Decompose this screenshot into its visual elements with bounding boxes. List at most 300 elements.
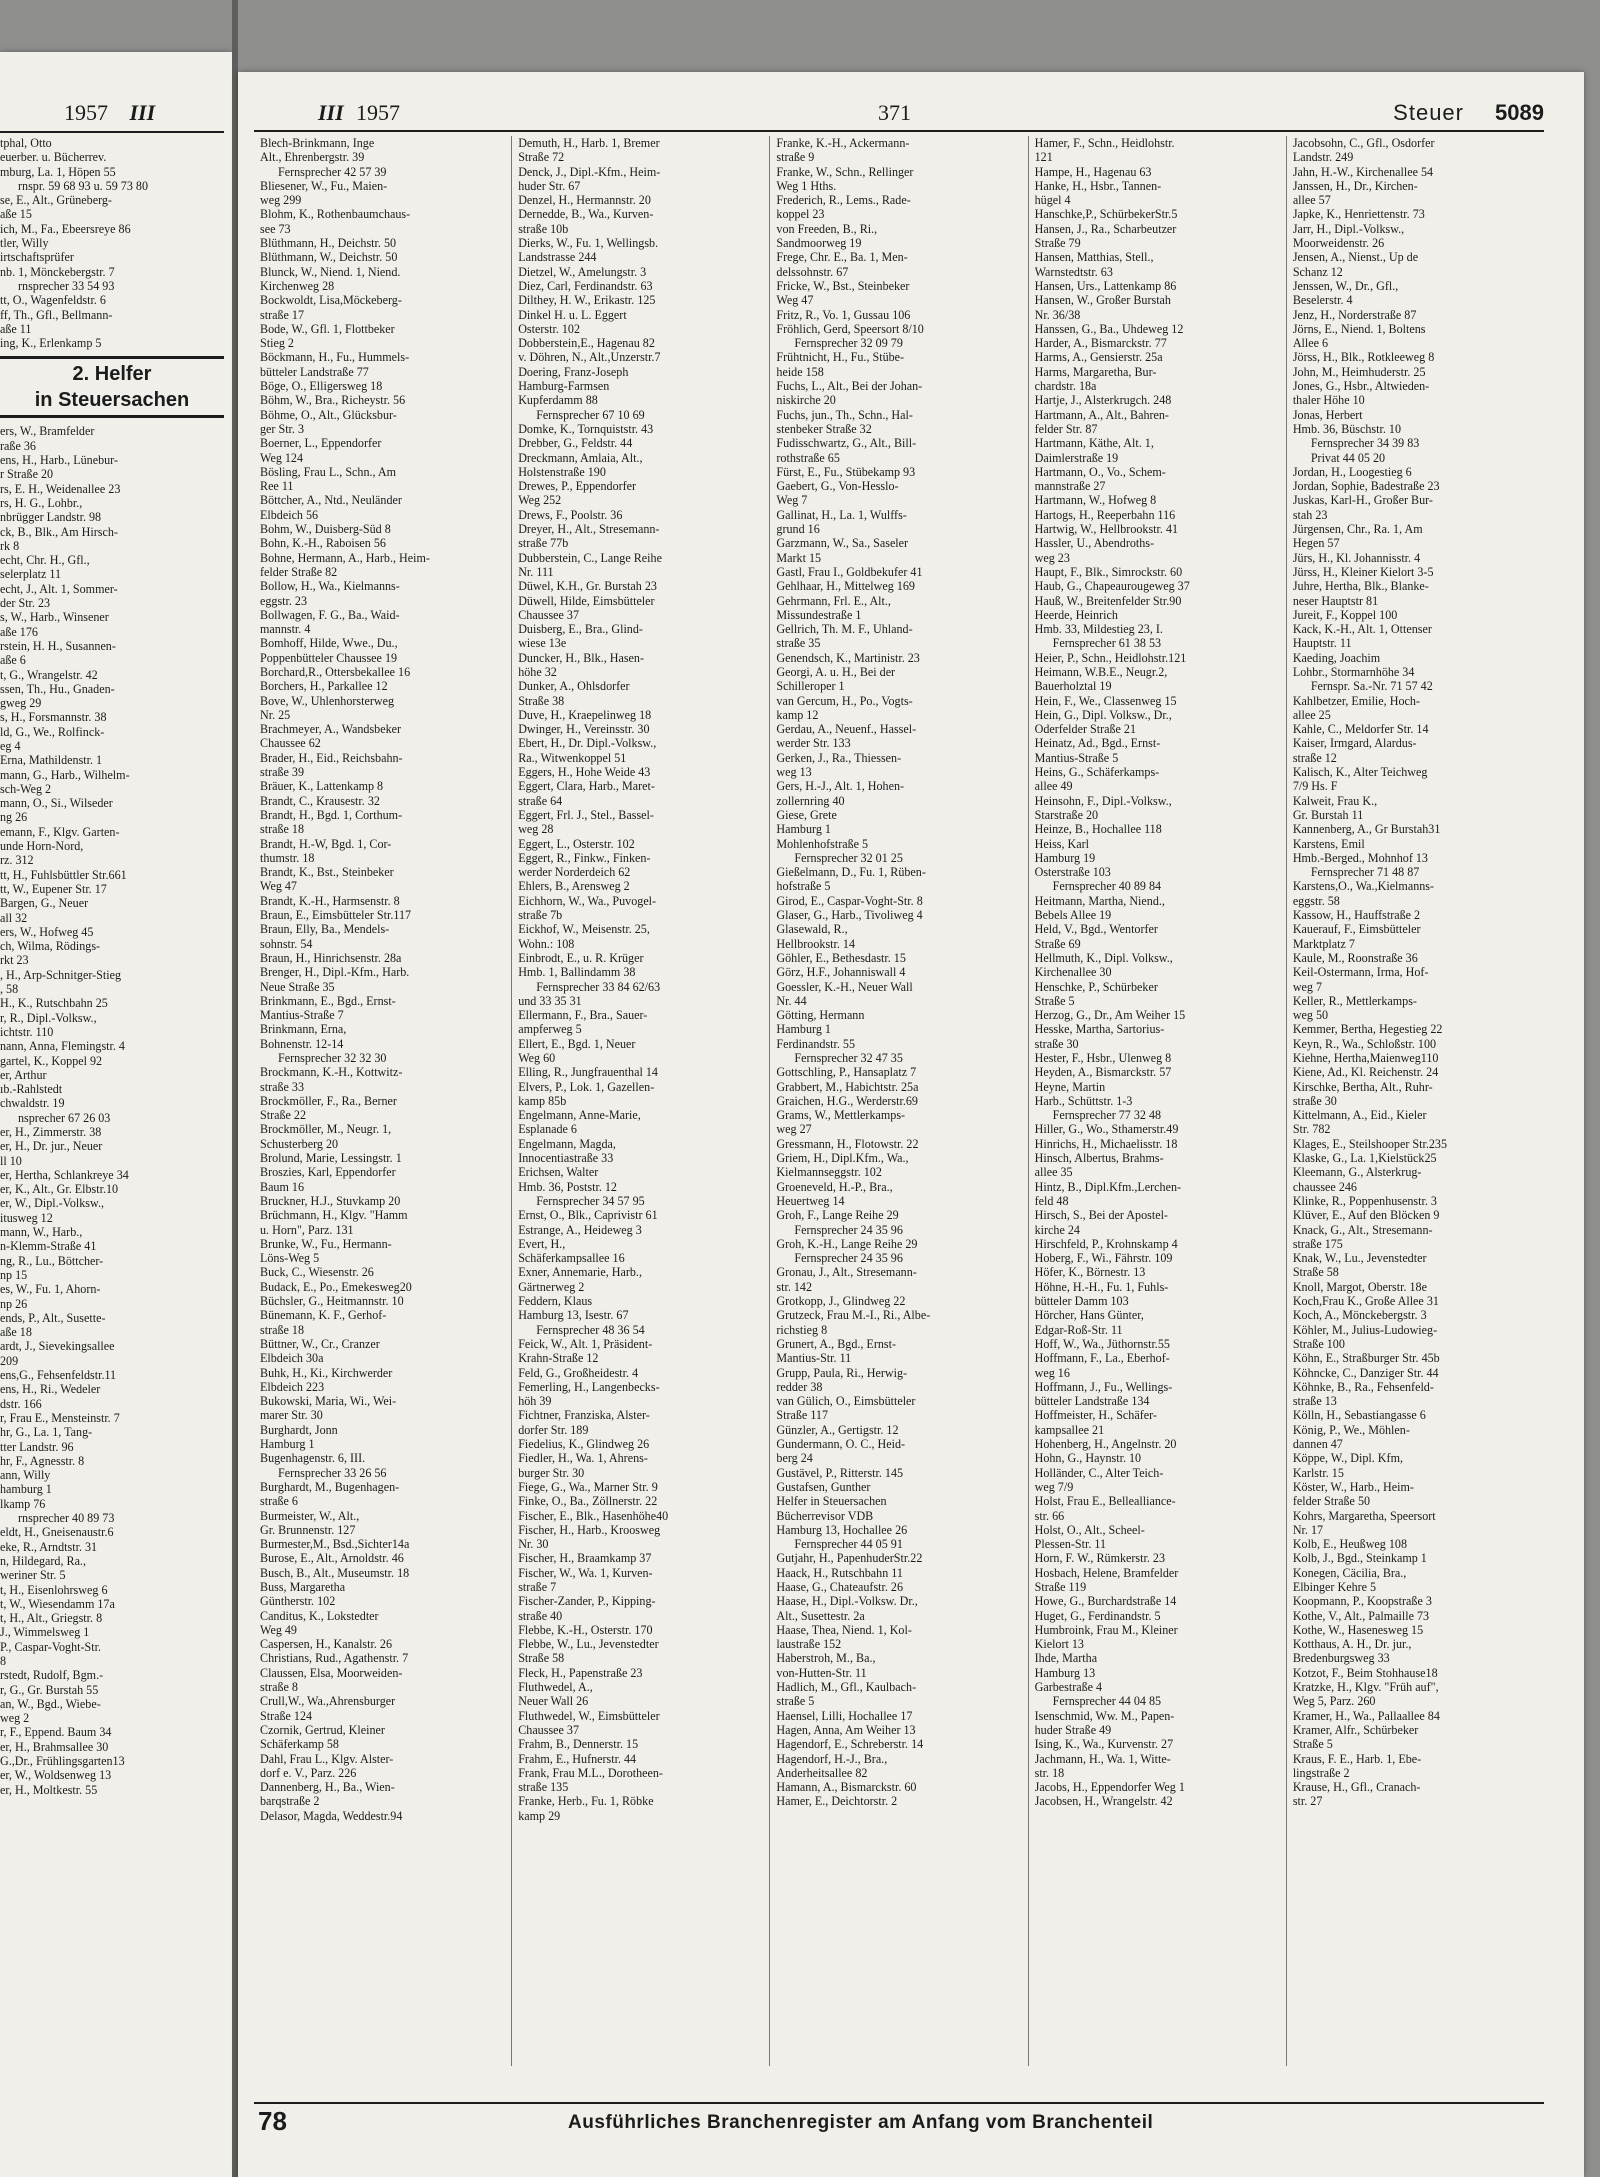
list-item: Jürs, H., Kl. Johannisstr. 4 xyxy=(1292,550,1421,565)
list-item: grund 16 xyxy=(776,522,820,537)
list-item: Bräuer, K., Lattenkamp 8 xyxy=(260,779,384,794)
list-item: Brolund, Marie, Lessingstr. 1 xyxy=(260,1151,402,1166)
list-item: Weg 60 xyxy=(518,1051,556,1065)
list-item: Bollow, H., Wa., Kielmanns- xyxy=(260,579,400,594)
list-item: wiese 13e xyxy=(518,636,567,651)
list-item: er, K., Alt., Gr. Elbstr.10 xyxy=(0,1182,119,1197)
list-item: Hein, F., We., Classenweg 15 xyxy=(1034,693,1177,708)
list-item: ampferweg 5 xyxy=(518,1022,582,1037)
list-item: Jachmann, H., Wa. 1, Witte- xyxy=(1034,1751,1171,1766)
list-item: felder Str. 87 xyxy=(1034,421,1098,436)
list-item: burger Str. 30 xyxy=(518,1465,585,1480)
list-item: Georgi, A. u. H., Bei der xyxy=(776,664,896,679)
list-item: Gaebert, G., Von-Hesslo- xyxy=(776,479,899,494)
list-item: straße 33 xyxy=(260,1079,304,1094)
list-item: Heitmann, Martha, Niend., xyxy=(1034,893,1165,908)
list-item: Keil-Ostermann, Irma, Hof- xyxy=(1292,965,1429,980)
list-item: Hiller, G., Wo., Sthamerstr.49 xyxy=(1034,1122,1179,1137)
list-item: Plessen-Str. 11 xyxy=(1034,1537,1107,1552)
list-item: Nr. 111 xyxy=(518,564,554,579)
list-item: Dinkel H. u. L. Eggert xyxy=(518,307,627,322)
list-item: Hegen 57 xyxy=(1292,536,1340,551)
list-item: straße 18 xyxy=(260,1322,304,1337)
list-item: Fernsprecher 44 05 91 xyxy=(794,1537,903,1552)
list-item: Straße 58 xyxy=(1292,1265,1339,1280)
list-item: allee 49 xyxy=(1034,779,1073,794)
list-item: allee 57 xyxy=(1292,193,1331,208)
list-item: von Freeden, B., Ri., xyxy=(776,221,878,236)
list-item: Hamburg 1 xyxy=(776,822,831,837)
list-item: kamp 29 xyxy=(518,1808,561,1823)
list-item: Fluthwedel, A., xyxy=(518,1680,593,1695)
list-item: thumstr. 18 xyxy=(260,850,315,865)
list-item: Karstens, Emil xyxy=(1292,836,1365,851)
list-item: hofstraße 5 xyxy=(776,879,831,894)
list-item: niskirche 20 xyxy=(776,393,836,408)
list-item: rk 8 xyxy=(0,538,20,553)
left-column xyxy=(0,136,224,1797)
list-item: straße 6 xyxy=(260,1494,298,1509)
list-item: Heyne, Martin xyxy=(1034,1079,1106,1094)
list-item: Feld, G., Großheidestr. 4 xyxy=(518,1365,639,1380)
list-item: , H., Arp-Schnitger-Stieg xyxy=(0,967,122,982)
list-item: Brüchmann, H., Klgv. "Hamm xyxy=(260,1208,408,1223)
list-item: Burmester,M., Bsd.,Sichter14a xyxy=(260,1537,410,1552)
list-item: Fiedelius, K., Glindweg 26 xyxy=(518,1437,650,1452)
list-item: Dreyer, H., Alt., Stresemann- xyxy=(518,522,660,537)
list-item: Hagendorf, H.-J., Bra., xyxy=(776,1751,888,1766)
list-item: Haberstroh, M., Ba., xyxy=(776,1651,876,1666)
list-item: Exner, Annemarie, Harb., xyxy=(518,1265,642,1280)
list-item: rs, E. H., Weidenallee 23 xyxy=(0,481,121,496)
list-item: Bösling, Frau L., Schn., Am xyxy=(260,464,397,479)
list-item: Fröhlich, Gerd, Speersort 8/10 xyxy=(776,321,924,336)
list-item: Kothe, W., Hasenesweg 15 xyxy=(1292,1622,1424,1637)
list-item: dannen 47 xyxy=(1292,1437,1343,1452)
list-item: Fernsprecher 61 38 53 xyxy=(1052,636,1162,651)
list-item: Engelmann, Magda, xyxy=(518,1136,616,1151)
list-item: Dreckmann, Amlaia, Alt., xyxy=(518,450,643,465)
list-item: aße 176 xyxy=(0,624,38,639)
list-item: Kleemann, G., Alsterkrug- xyxy=(1292,1165,1422,1180)
list-item: Fernsprecher 32 47 35 xyxy=(794,1051,903,1065)
list-item: Jörns, E., Niend. 1, Boltens xyxy=(1292,321,1426,336)
list-item: Fernsprecher 32 32 30 xyxy=(278,1051,387,1065)
list-item: Blunck, W., Niend. 1, Niend. xyxy=(260,264,401,279)
list-item: marer Str. 30 xyxy=(260,1408,323,1423)
list-item: straße 8 xyxy=(260,1680,298,1695)
list-item: hügel 4 xyxy=(1034,193,1071,208)
list-item: Kohrs, Margaretha, Speersort xyxy=(1292,1508,1436,1523)
list-item: Kack, K.-H., Alt. 1, Ottenser xyxy=(1292,622,1432,637)
list-item: weg 50 xyxy=(1292,1008,1329,1023)
list-item: straße 10b xyxy=(518,221,569,236)
list-item: ld, G., We., Rolfinck- xyxy=(0,724,105,739)
list-item: Gustafsen, Gunther xyxy=(776,1479,871,1494)
right-header-rule xyxy=(254,130,1544,132)
list-item: Bohn, K.-H., Raboisen 56 xyxy=(260,536,386,551)
list-item: Elbdeich 223 xyxy=(260,1379,325,1394)
list-item: höh 39 xyxy=(518,1394,552,1409)
list-item: Kaiser, Irmgard, Alardus- xyxy=(1292,736,1417,751)
list-item: Poppenbütteler Chaussee 19 xyxy=(260,650,398,665)
list-item: ardt, J., Sievekingsallee xyxy=(0,1339,115,1354)
list-item: allee 35 xyxy=(1034,1165,1073,1180)
list-item: Hartogs, H., Reeperbahn 116 xyxy=(1034,507,1176,522)
list-item: Braun, Elly, Ba., Mendels- xyxy=(260,922,390,937)
list-item: rnsprecher 40 89 73 xyxy=(18,1511,115,1526)
list-item: Köhnke, B., Ra., Fehsenfeld- xyxy=(1292,1379,1434,1394)
list-item: Eggert, L., Osterstr. 102 xyxy=(518,836,635,851)
list-item: Haack, H., Rutschbahn 11 xyxy=(776,1565,903,1580)
list-item: Fernsprecher 40 89 84 xyxy=(1052,879,1162,894)
list-item: Grotkopp, J., Glindweg 22 xyxy=(776,1294,906,1309)
list-item: barqstraße 2 xyxy=(260,1794,320,1809)
list-item: sch-Weg 2 xyxy=(0,781,52,796)
list-item: ıb.-Rahlstedt xyxy=(0,1082,63,1097)
list-item: Eickhof, W., Meisenstr. 25, xyxy=(518,922,650,937)
list-item: Kassow, H., Hauffstraße 2 xyxy=(1292,908,1421,923)
list-item: Gressmann, H., Flotowstr. 22 xyxy=(776,1136,919,1151)
list-item: Markt 15 xyxy=(776,550,822,565)
list-item: Brinkmann, E., Bgd., Ernst- xyxy=(260,993,396,1008)
list-item: Sandmoorweg 19 xyxy=(776,236,862,251)
list-item: Brunke, W., Fu., Hermann- xyxy=(260,1236,392,1251)
list-item: Hmb. 36, Poststr. 12 xyxy=(518,1179,617,1194)
list-item: np 15 xyxy=(0,1267,28,1282)
list-item: , 58 xyxy=(0,982,19,997)
list-item: Straße 5 xyxy=(1034,993,1075,1008)
list-item: straße 40 xyxy=(518,1608,563,1623)
list-item: Burmeister, W., Alt., xyxy=(260,1508,360,1523)
list-item: tt, H., Fuhlsbüttler Str.661 xyxy=(0,867,127,882)
list-item: Weg 5, Parz. 260 xyxy=(1292,1694,1376,1709)
list-item: Hartmann, Käthe, Alt. 1, xyxy=(1034,436,1154,451)
list-item: von-Hutten-Str. 11 xyxy=(776,1665,867,1680)
list-item: Gießelmann, D., Fu. 1, Rüben- xyxy=(776,865,926,880)
list-item: redder 38 xyxy=(776,1379,823,1394)
list-item: Straße 69 xyxy=(1034,936,1081,951)
section-title-line2: in Steuersachen xyxy=(34,389,190,412)
list-item: Alt., Ehrenbergstr. 39 xyxy=(260,150,365,165)
list-item: Denck, J., Dipl.-Kfm., Heim- xyxy=(518,164,661,179)
list-item: Blüthmann, H., Deichstr. 50 xyxy=(260,236,397,251)
list-item: Helfer in Steuersachen xyxy=(776,1494,887,1509)
list-item: Buhk, H., Ki., Kirchwerder xyxy=(260,1365,393,1380)
list-item: Weg 1 Hths. xyxy=(776,178,837,193)
list-item: Nr. 25 xyxy=(260,707,291,722)
list-item: Fernsprecher 71 48 87 xyxy=(1310,865,1420,880)
list-item: rz. 312 xyxy=(0,853,34,868)
list-item: weg 7 xyxy=(1292,979,1323,994)
list-item: laustraße 152 xyxy=(776,1637,842,1652)
list-item: H., K., Rutschbahn 25 xyxy=(0,996,108,1011)
list-item: Hartmann, O., Vo., Schem- xyxy=(1034,464,1166,479)
list-item: Hamburg 13, Hochallee 26 xyxy=(776,1522,908,1537)
list-item: Böhme, O., Alt., Glücksbur- xyxy=(260,407,397,422)
list-item: Böckmann, H., Fu., Hummels- xyxy=(260,350,410,365)
list-item: chaussee 246 xyxy=(1292,1179,1357,1194)
list-item: Fernsprecher 48 36 54 xyxy=(536,1322,645,1337)
left-header-rule xyxy=(0,131,224,133)
list-item: thaler Höhe 10 xyxy=(1292,393,1365,408)
list-item: Grams, W., Mettlerkamps- xyxy=(776,1108,906,1123)
list-item: Fernsprecher 67 10 69 xyxy=(536,407,645,422)
list-item: Kolb, E., Heußweg 108 xyxy=(1292,1537,1408,1552)
right-page xyxy=(238,72,1584,2177)
list-item: Fricke, W., Bst., Steinbeker xyxy=(776,278,910,293)
list-item: Fuchs, jun., Th., Schn., Hal- xyxy=(776,407,913,422)
list-item: Glasewald, R., xyxy=(776,922,848,937)
list-item: Jordan, H., Loogestieg 6 xyxy=(1292,464,1412,479)
list-item: 209 xyxy=(0,1353,19,1368)
list-item: Hellbrookstr. 14 xyxy=(776,936,856,951)
list-item: Ree 11 xyxy=(260,479,294,494)
list-item: straße 135 xyxy=(518,1780,569,1795)
list-item: Fernsprecher 24 35 96 xyxy=(794,1222,903,1237)
list-item: Dietzel, W., Amelungstr. 3 xyxy=(518,264,647,279)
list-item: Holst, O., Alt., Scheel- xyxy=(1034,1522,1145,1537)
list-item: Fernsprecher 42 57 39 xyxy=(278,164,387,179)
list-item: ers, W., Hofweg 45 xyxy=(0,924,94,939)
list-item: Claussen, Elsa, Moorweiden- xyxy=(260,1665,403,1680)
list-item: Kothe, V., Alt., Palmaille 73 xyxy=(1292,1608,1430,1623)
list-item: Hoffmann, F., La., Eberhof- xyxy=(1034,1351,1170,1366)
list-item: r, Frau E., Mensteinstr. 7 xyxy=(0,1410,120,1425)
list-item: Henschke, P., Schürbeker xyxy=(1034,979,1158,994)
list-item: Hintz, B., Dipl.Kfm.,Lerchen- xyxy=(1034,1179,1182,1194)
list-item: Dwinger, H., Vereinsstr. 30 xyxy=(518,722,650,737)
list-item: Weg 47 xyxy=(260,879,297,894)
list-item: raße 36 xyxy=(0,438,36,453)
list-item: Hamburg 1 xyxy=(776,1022,831,1037)
list-item: eldt, H., Gneisenaustr.6 xyxy=(0,1525,114,1540)
list-item: Kotthaus, A. H., Dr. jur., xyxy=(1292,1637,1412,1652)
list-item: Hinsch, Albertus, Brahms- xyxy=(1034,1151,1164,1166)
list-item: Harder, A., Bismarckstr. 77 xyxy=(1034,336,1167,351)
column-2 xyxy=(511,136,769,2066)
list-item: Knak, W., Lu., Jevenstedter xyxy=(1292,1251,1427,1266)
list-item: Mantius-Str. 11 xyxy=(776,1351,852,1366)
list-item: Huget, G., Ferdinandstr. 5 xyxy=(1034,1608,1161,1623)
list-item: Stieg 2 xyxy=(260,336,294,351)
list-item: Göhler, E., Bethesdastr. 15 xyxy=(776,950,906,965)
list-item: Hamann, A., Bismarckstr. 60 xyxy=(776,1780,917,1795)
list-item: Hamer, F., Schn., Heidlohstr. xyxy=(1034,136,1175,150)
list-item: Jureit, F., Koppel 100 xyxy=(1292,607,1398,622)
list-item: Finke, O., Ba., Zöllnerstr. 22 xyxy=(518,1494,658,1509)
list-item: Hassler, U., Abendroths- xyxy=(1034,536,1155,551)
list-item: Jahn, H.-W., Kirchenallee 54 xyxy=(1292,164,1434,179)
list-item: Blech-Brinkmann, Inge xyxy=(260,136,375,150)
list-item: Buck, C., Wiesenstr. 26 xyxy=(260,1265,374,1280)
list-item: ens,G., Fehsenfeldstr.11 xyxy=(0,1368,117,1383)
list-item: koppel 23 xyxy=(776,207,825,222)
list-item: weg 299 xyxy=(260,193,302,208)
list-item: Eggert, R., Finkw., Finken- xyxy=(518,850,651,865)
list-item: straße 35 xyxy=(776,636,821,651)
list-item: Delasor, Magda, Weddestr.94 xyxy=(260,1808,403,1823)
list-item: echt, J., Alt. 1, Sommer- xyxy=(0,581,118,596)
list-item: gweg 29 xyxy=(0,696,42,711)
list-item: zollernring 40 xyxy=(776,793,845,808)
list-item: Groh, K.-H., Lange Reihe 29 xyxy=(776,1236,918,1251)
list-item: Kalisch, K., Alter Teichweg xyxy=(1292,765,1428,780)
list-item: Heerde, Heinrich xyxy=(1034,607,1118,622)
list-item: er, Arthur xyxy=(0,1067,47,1082)
list-item: Drebber, G., Feldstr. 44 xyxy=(518,436,633,451)
list-item: Gr. Brunnenstr. 127 xyxy=(260,1522,356,1537)
list-item: Keyn, R., Wa., Schloßstr. 100 xyxy=(1292,1036,1437,1051)
list-item: Holstenstraße 190 xyxy=(518,464,606,479)
list-item: kamp 85b xyxy=(518,1093,567,1108)
list-item: Bücherrevisor VDB xyxy=(776,1508,874,1523)
list-item: Straße 22 xyxy=(260,1108,307,1123)
list-item: Bugenhagenstr. 6, III. xyxy=(260,1451,366,1466)
list-item: weg 7/9 xyxy=(1034,1479,1074,1494)
list-item: Eggers, H., Hohe Weide 43 xyxy=(518,765,651,780)
list-item: Görz, H.F., Johanniswall 4 xyxy=(776,965,906,980)
list-item: u. Horn", Parz. 131 xyxy=(260,1222,354,1237)
list-item: Isenschmid, Ww. M., Papen- xyxy=(1034,1708,1175,1723)
list-item: Heinsohn, F., Dipl.-Volksw., xyxy=(1034,793,1172,808)
list-item: Buss, Margaretha xyxy=(260,1579,346,1594)
list-item: Franke, Herb., Fu. 1, Röbke xyxy=(518,1794,654,1809)
list-item: Schäferkampsallee 16 xyxy=(518,1251,625,1266)
list-item: nb. 1, Mönckebergstr. 7 xyxy=(0,264,115,279)
list-item: Domke, K., Tornquiststr. 43 xyxy=(518,421,654,436)
list-item: Brandt, C., Krausestr. 32 xyxy=(260,793,380,808)
list-item: Krahn-Straße 12 xyxy=(518,1351,599,1366)
list-item: felder Straße 82 xyxy=(260,564,338,579)
list-item: Hirschfeld, P., Krohnskamp 4 xyxy=(1034,1236,1178,1251)
list-item: Bove, W., Uhlenhorsterweg xyxy=(260,693,395,708)
list-item: Chaussee 37 xyxy=(518,1722,579,1737)
list-item: 7/9 Hs. F xyxy=(1292,779,1338,794)
list-item: Gehlhaar, H., Mittelweg 169 xyxy=(776,579,915,594)
list-item: Evert, H., xyxy=(518,1236,566,1251)
list-item: Straße 38 xyxy=(518,693,565,708)
list-item: Fernsprecher 44 04 85 xyxy=(1052,1694,1162,1709)
column-1 xyxy=(254,136,511,2066)
list-item: Borchard,R., Ottersbekallee 16 xyxy=(260,664,411,679)
list-item: Hagendorf, E., Schreberstr. 14 xyxy=(776,1737,924,1752)
list-item: felder Straße 50 xyxy=(1292,1494,1371,1509)
list-item: Brenger, H., Dipl.-Kfm., Harb. xyxy=(260,965,410,980)
list-item: ll 10 xyxy=(0,1153,22,1168)
list-item: neser Hauptstr 81 xyxy=(1292,593,1379,608)
list-item: irtschaftsprüfer xyxy=(0,250,74,265)
list-item: Burghardt, M., Bugenhagen- xyxy=(260,1479,400,1494)
list-item: kampsallee 21 xyxy=(1034,1422,1105,1437)
list-item: Jacobs, H., Eppendorfer Weg 1 xyxy=(1034,1780,1185,1795)
footer-page-number: 78 xyxy=(258,2106,287,2136)
list-item: Nr. 30 xyxy=(518,1537,549,1552)
list-item: Gr. Burstah 11 xyxy=(1292,807,1364,822)
list-item: Fernsprecher 33 26 56 xyxy=(278,1465,387,1480)
list-item: Brader, H., Eid., Reichsbahn- xyxy=(260,750,403,765)
list-item: Giese, Grete xyxy=(776,807,837,822)
list-item: Holst, Frau E., Bellealliance- xyxy=(1034,1494,1176,1509)
list-item: Hampe, H., Hagenau 63 xyxy=(1034,164,1152,179)
list-item: Straße 117 xyxy=(776,1408,829,1423)
list-item: np 26 xyxy=(0,1296,28,1311)
list-item: Bomhoff, Hilde, Wwe., Du., xyxy=(260,636,398,651)
list-item: Dunker, A., Ohlsdorfer xyxy=(518,679,630,694)
list-item: Nr. 17 xyxy=(1292,1522,1324,1537)
list-item: ing, K., Erlenkamp 5 xyxy=(0,336,102,351)
list-item: Fiedler, H., Wa. 1, Ahrens- xyxy=(518,1451,648,1466)
list-item: Straße 100 xyxy=(1292,1336,1345,1351)
list-item: Heuertweg 14 xyxy=(776,1193,845,1208)
list-item: str. 27 xyxy=(1292,1794,1323,1809)
list-item: weg 23 xyxy=(1034,550,1070,565)
list-item: Konegen, Cäcilia, Bra., xyxy=(1292,1565,1407,1580)
list-item: Allee 6 xyxy=(1292,336,1329,351)
list-item: feld 48 xyxy=(1034,1193,1069,1208)
list-item: Juhre, Hertha, Blk., Blanke- xyxy=(1292,579,1429,594)
list-item: rstedt, Rudolf, Bgm.- xyxy=(0,1668,104,1683)
list-item: Brockmöller, F., Ra., Berner xyxy=(260,1093,397,1108)
list-item: lingstraße 2 xyxy=(1292,1765,1350,1780)
list-item: Ellert, E., Bgd. 1, Neuer xyxy=(518,1036,636,1051)
list-item: Straße 58 xyxy=(518,1651,565,1666)
list-item: Harms, Margaretha, Bur- xyxy=(1034,364,1157,379)
list-item: Weg 47 xyxy=(776,293,814,308)
list-item: Weg 252 xyxy=(518,493,562,508)
list-item: Mantius-Straße 7 xyxy=(260,1008,344,1023)
list-item: Alt., Susettestr. 2a xyxy=(776,1608,865,1623)
list-item: rnspr. 59 68 93 u. 59 73 80 xyxy=(18,178,149,193)
list-item: rnsprecher 33 54 93 xyxy=(18,278,115,293)
list-item: Heyden, A., Bismarckstr. 57 xyxy=(1034,1065,1172,1080)
list-item: s, H., Forsmannstr. 38 xyxy=(0,710,107,725)
list-item: Ihde, Martha xyxy=(1034,1651,1098,1666)
list-item: van Gercum, H., Po., Vogts- xyxy=(776,693,913,708)
list-item: Kirchenallee 30 xyxy=(1034,965,1112,980)
list-item: Hartmann, A., Alt., Bahren- xyxy=(1034,407,1169,422)
list-item: ichtstr. 110 xyxy=(0,1024,54,1039)
list-item: Kahle, C., Meldorfer Str. 14 xyxy=(1292,722,1429,737)
list-item: Fischer, W., Wa. 1, Kurven- xyxy=(518,1565,653,1580)
left-entries-top xyxy=(0,136,224,350)
list-item: Straße 5 xyxy=(1292,1737,1333,1752)
list-item: mannstraße 27 xyxy=(1034,479,1106,494)
list-item: werder Str. 133 xyxy=(776,736,851,751)
list-item: bütteler Damm 103 xyxy=(1034,1294,1129,1309)
list-item: Elbdeich 30a xyxy=(260,1351,324,1366)
list-item: Engelmann, Anne-Marie, xyxy=(518,1108,641,1123)
list-item: Osterstr. 102 xyxy=(518,321,581,336)
list-item: Fischer, E., Blk., Hasenhöhe40 xyxy=(518,1508,669,1523)
list-item: Fischer, H., Braamkamp 37 xyxy=(518,1551,652,1566)
list-item: all 32 xyxy=(0,910,28,925)
list-item: Garbestraße 4 xyxy=(1034,1680,1103,1695)
list-item: Hmb.-Berged., Mohnhof 13 xyxy=(1292,850,1428,865)
column-5 xyxy=(1286,136,1544,2066)
list-item: se, E., Alt., Grüneberg- xyxy=(0,193,112,208)
list-item: Jensen, A., Nienst., Up de xyxy=(1292,250,1419,265)
right-header xyxy=(318,100,1544,130)
list-item: Broszies, Karl, Eppendorfer xyxy=(260,1165,396,1180)
list-item: Köhn, E., Straßburger Str. 45b xyxy=(1292,1351,1440,1366)
list-item: Haase, H., Dipl.-Volksw. Dr., xyxy=(776,1594,918,1609)
list-item: ends, P., Alt., Susette- xyxy=(0,1310,106,1325)
list-item: rothstraße 65 xyxy=(776,450,840,465)
list-item: dorfer Str. 189 xyxy=(518,1422,589,1437)
list-item: ch, Wilma, Rödings- xyxy=(0,939,101,954)
list-item: Jones, G., Hsbr., Altwieden- xyxy=(1292,379,1430,394)
